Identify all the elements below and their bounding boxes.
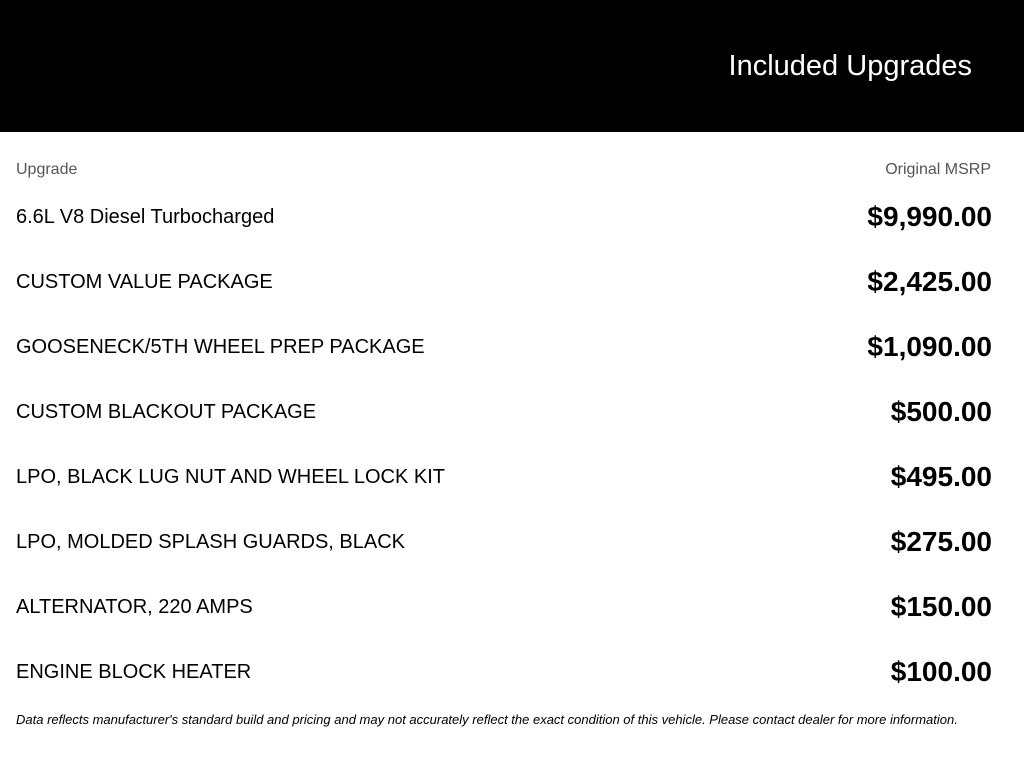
upgrade-name: LPO, BLACK LUG NUT AND WHEEL LOCK KIT bbox=[16, 466, 446, 488]
header-bar bbox=[0, 0, 1024, 132]
table-row bbox=[16, 314, 992, 379]
table-row bbox=[16, 444, 992, 509]
table-row bbox=[16, 574, 992, 639]
disclaimer-footnote: Data reflects manufacturer's standard build and pricing and may not accurately reflect the exact condition of this vehicle. Please contact dealer for more information. bbox=[16, 712, 958, 727]
table-row bbox=[16, 249, 992, 314]
upgrade-price: $9,990.00 bbox=[867, 201, 992, 232]
upgrades-table bbox=[16, 132, 992, 687]
upgrade-price: $500.00 bbox=[890, 396, 992, 427]
upgrade-name: ENGINE BLOCK HEATER bbox=[16, 661, 252, 683]
upgrade-price: $100.00 bbox=[890, 656, 992, 687]
upgrade-price: $1,090.00 bbox=[867, 331, 992, 362]
table-row bbox=[16, 379, 992, 444]
upgrade-name: GOOSENECK/5TH WHEEL PREP PACKAGE bbox=[16, 336, 425, 358]
upgrade-price: $150.00 bbox=[890, 591, 992, 622]
upgrade-price: $2,425.00 bbox=[867, 266, 992, 297]
table-header bbox=[16, 132, 992, 178]
upgrade-name: CUSTOM BLACKOUT PACKAGE bbox=[16, 401, 317, 423]
upgrade-price: $495.00 bbox=[890, 461, 992, 492]
table-body bbox=[16, 184, 992, 704]
upgrade-name: 6.6L V8 Diesel Turbocharged bbox=[16, 206, 275, 228]
column-header-upgrade: Upgrade bbox=[16, 161, 78, 178]
page-title: Included Upgrades bbox=[728, 50, 972, 82]
upgrade-name: ALTERNATOR, 220 AMPS bbox=[16, 596, 253, 618]
upgrade-price: $275.00 bbox=[890, 526, 992, 557]
table-row bbox=[16, 184, 992, 249]
table-row bbox=[16, 509, 992, 574]
table-row bbox=[16, 639, 992, 704]
upgrade-name: LPO, MOLDED SPLASH GUARDS, BLACK bbox=[16, 531, 406, 553]
upgrade-name: CUSTOM VALUE PACKAGE bbox=[16, 271, 273, 293]
column-header-msrp: Original MSRP bbox=[885, 161, 991, 178]
